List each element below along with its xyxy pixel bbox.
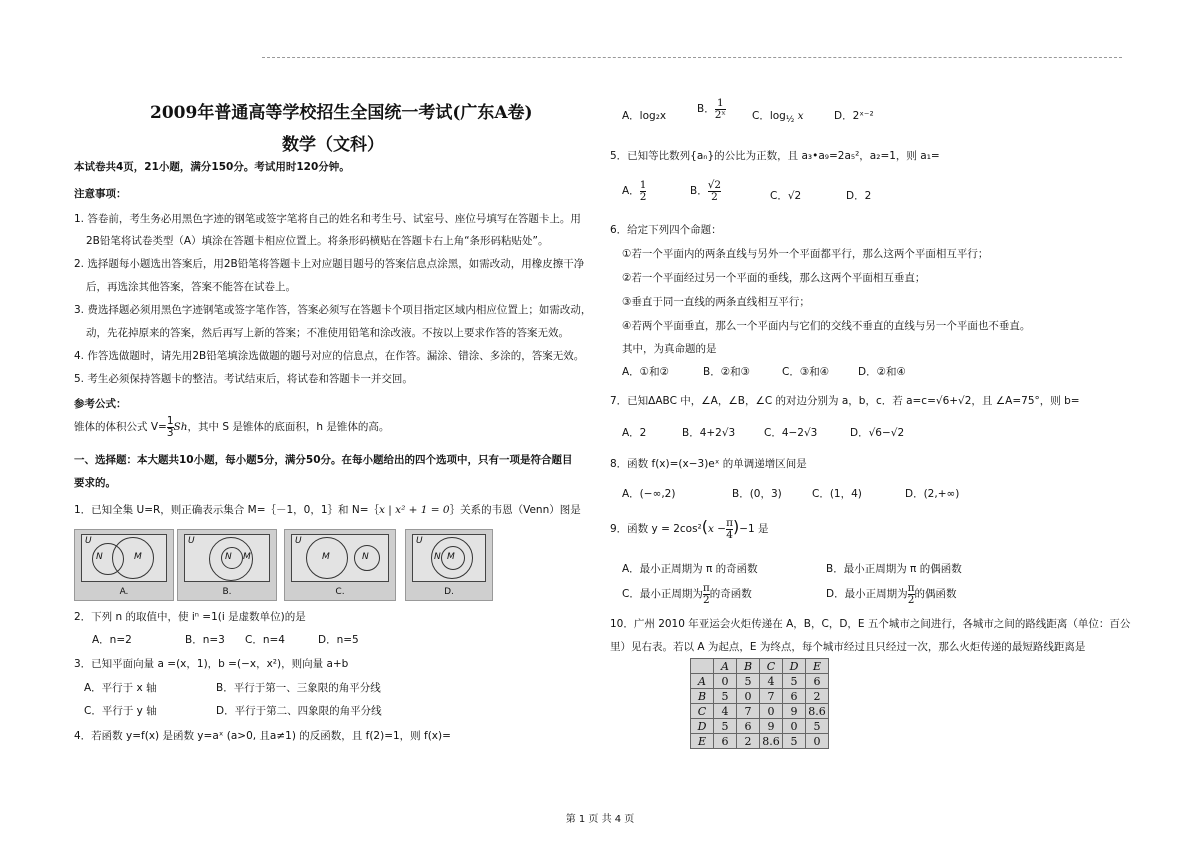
question-9 (610, 517, 769, 540)
table-cell: 8.6 (806, 704, 829, 719)
paren-open: ( (701, 517, 709, 536)
option[interactable] (752, 108, 804, 125)
option[interactable]: C．平行于 y 轴 (84, 705, 157, 717)
q9-option-c-text: C．最小正周期为 (622, 588, 703, 600)
venn-label-n: N (362, 552, 369, 562)
venn-option-d[interactable] (405, 529, 493, 601)
venn-label-m: M (243, 552, 251, 562)
note-line: 1. 答卷前，考生务必用黑色字迹的钢笔或签字笔将自己的姓名和考生号、试室号、座位号填写在答题卡上。用 (74, 213, 581, 225)
formula-line (74, 416, 389, 438)
venn-caption: D. (444, 587, 454, 597)
frac-den: 4 (726, 528, 733, 541)
question-6: 6．给定下列四个命题： (610, 224, 722, 236)
q9-text: 9．函数 y = 2cos² (610, 523, 702, 535)
q9-option-c-tail: 的奇函数 (709, 588, 752, 600)
table-cell: B (691, 689, 714, 704)
venn-universe (184, 534, 270, 582)
venn-caption: B. (222, 587, 232, 597)
q5-option-a-text: A． (622, 185, 640, 197)
table-cell: 9 (760, 719, 783, 734)
proposition: ②若一个平面经过另一个平面的垂线，那么这两个平面相互垂直； (622, 272, 926, 284)
note-line: 2. 选择题每小题选出答案后，用2B铅笔将答题卡上对应题目题号的答案信息点涂黑，如需改动，用橡皮擦干净 (74, 258, 585, 270)
exam-subtitle: 数学（文科） (282, 135, 384, 155)
venn-label-u: U (416, 536, 423, 546)
venn-option-c[interactable] (284, 529, 396, 601)
table-cell: 6 (714, 734, 737, 749)
table-cell: 0 (783, 719, 806, 734)
q4-option-b-frac (715, 98, 726, 120)
paren-close: ) (732, 517, 740, 536)
table-cell: A (714, 659, 737, 674)
table-cell: 5 (783, 674, 806, 689)
option[interactable]: A．2 (622, 427, 647, 439)
table-header-row (691, 659, 829, 674)
exam-intro: 本试卷共4页，21小题，满分150分。考试用时120分钟。 (74, 161, 350, 173)
venn-caption: C. (335, 587, 345, 597)
proposition: ①若一个平面内的两条直线与另外一个平面都平行，那么这两个平面相互平行； (622, 248, 989, 260)
formula-suffix: ，其中 S 是锥体的底面积，h 是锥体的高。 (187, 421, 390, 433)
venn-universe (81, 534, 167, 582)
option[interactable]: A．n=2 (92, 634, 132, 646)
question-10: 10．广州 2010 年亚运会火炬传递在 A，B，C，D，E 五个城市之间进行，各城市之间的路线距离（单位：百公 (610, 618, 1131, 630)
option[interactable]: A．最小正周期为 π 的奇函数 (622, 563, 758, 575)
option[interactable]: A．平行于 x 轴 (84, 682, 157, 694)
frac-den: 2 (907, 593, 915, 606)
venn-option-b[interactable] (177, 529, 277, 601)
option[interactable]: B．②和③ (703, 366, 751, 378)
table-cell: 5 (783, 734, 806, 749)
option[interactable]: C．4−2√3 (764, 427, 818, 439)
venn-label-m: M (134, 552, 142, 562)
venn-label-m: M (322, 552, 330, 562)
table-cell: 7 (737, 704, 760, 719)
q9-option-d-frac (908, 583, 915, 605)
distance-table (690, 658, 829, 749)
option[interactable]: B．n=3 (185, 634, 225, 646)
note-line: 2B铅笔将试卷类型（A）填涂在答题卡相应位置上。将条形码横贴在答题卡右上角“条形码粘贴处”。 (86, 235, 549, 247)
q1-text: 1．已知全集 U=R，则正确表示集合 M=｛－1，0，1｝和 N=｛ (74, 504, 380, 516)
option[interactable]: B．平行于第一、三象限的角平分线 (216, 682, 381, 694)
q9-text-tail: −1 是 (739, 523, 769, 535)
page-footer: 第 1 页 共 4 页 (565, 814, 635, 825)
formula-frac-num: 1 (166, 415, 174, 427)
section-heading-cont: 要求的。 (74, 477, 116, 489)
q5-option-b-frac (708, 180, 721, 202)
option[interactable]: B．最小正周期为 π 的偶函数 (826, 563, 962, 575)
q4-option-c-var: x (797, 110, 804, 122)
option[interactable]: D．②和④ (858, 366, 906, 378)
formula-sh: Sh (173, 421, 188, 433)
option[interactable]: D．平行于第二、四象限的角平分线 (216, 705, 382, 717)
venn-label-n: N (225, 552, 232, 562)
frac-den: 2ˣ (714, 108, 726, 121)
formula-frac-den: 3 (166, 426, 174, 439)
option[interactable]: C．(1，4) (812, 488, 862, 500)
table-row (691, 689, 829, 704)
q6-tail: 其中，为真命题的是 (622, 343, 717, 355)
option[interactable] (622, 583, 752, 605)
option[interactable] (697, 98, 726, 120)
note-line: 5. 考生必须保持答题卡的整洁。考试结束后，将试卷和答题卡一并交回。 (74, 373, 413, 385)
table-cell: 5 (737, 674, 760, 689)
option[interactable]: B．(0，3) (732, 488, 782, 500)
q1-set: x | x² + 1 = 0 (379, 504, 450, 516)
q4-option-c-text: C．log (752, 110, 786, 122)
frac-num: π (907, 582, 915, 594)
table-cell: 2 (737, 734, 760, 749)
table-cell: 5 (714, 719, 737, 734)
venn-universe (291, 534, 389, 582)
frac-den: 2 (711, 190, 718, 203)
venn-circle-m (112, 537, 154, 579)
option[interactable]: D．n=5 (318, 634, 359, 646)
table-cell: A (691, 674, 714, 689)
option[interactable]: D．√6−√2 (850, 427, 905, 439)
q5-option-b-text: B． (690, 185, 708, 197)
venn-label-n: N (96, 552, 103, 562)
frac-num: 1 (715, 98, 726, 110)
q4-option-b-text: B． (697, 103, 715, 115)
table-cell: 6 (806, 674, 829, 689)
frac-num: π (726, 517, 733, 529)
table-cell: E (691, 734, 714, 749)
table-cell (691, 659, 714, 674)
frac-den: 2 (702, 593, 710, 606)
q4-option-a-text: A．log₂x (622, 110, 667, 122)
question-2: 2．下列 n 的取值中，使 iⁿ =1(i 是虚数单位)的是 (74, 611, 306, 623)
q9-frac (726, 518, 733, 540)
table-cell: 8.6 (760, 734, 783, 749)
option[interactable]: C．n=4 (245, 634, 285, 646)
proposition: ③垂直于同一直线的两条直线相互平行； (622, 296, 810, 308)
q9-option-c-frac (703, 583, 710, 605)
option[interactable] (622, 108, 666, 123)
table-cell: 4 (760, 674, 783, 689)
question-3: 3．已知平面向量 a =(x，1)，b =(−x，x²)，则向量 a+b (74, 658, 349, 670)
option[interactable]: D．(2,+∞) (905, 488, 960, 500)
venn-label-u: U (85, 536, 92, 546)
option[interactable]: D．2 (846, 190, 872, 202)
venn-label-u: U (188, 536, 195, 546)
venn-label-m: M (447, 552, 455, 562)
question-7: 7．已知ΔABC 中，∠A，∠B，∠C 的对边分别为 a，b，c．若 a=c=√6+√2，且 ∠A=75°，则 b= (610, 395, 1080, 407)
option[interactable] (826, 583, 957, 605)
table-cell: 0 (714, 674, 737, 689)
table-cell: 7 (760, 689, 783, 704)
formula-fraction (167, 416, 174, 438)
table-cell: 0 (737, 689, 760, 704)
question-1 (74, 502, 581, 517)
table-cell: E (806, 659, 829, 674)
note-line: 4. 作答选做题时，请先用2B铅笔填涂选做题的题号对应的信息点，在作答。漏涂、错涂、多涂的，答案无效。 (74, 350, 585, 362)
formula-heading: 参考公式： (74, 398, 127, 410)
table-row (691, 719, 829, 734)
section-heading: 一、选择题：本大题共10小题，每小题5分，满分50分。在每小题给出的四个选项中，只有一项是符合题目 (74, 454, 573, 466)
table-cell: C (691, 704, 714, 719)
q4-option-c-base: ½ (785, 115, 795, 126)
notes-heading: 注意事项： (74, 188, 127, 200)
venn-caption: A. (119, 587, 129, 597)
exam-title: 2009年普通高等学校招生全国统一考试(广东A卷) (150, 103, 533, 123)
venn-label-u: U (295, 536, 302, 546)
table-cell: 5 (714, 689, 737, 704)
venn-option-a[interactable] (74, 529, 174, 601)
option[interactable]: D．2ˣ⁻² (834, 110, 874, 122)
question-5: 5．已知等比数列{aₙ}的公比为正数，且 a₃•a₉=2a₅²，a₂=1，则 a₁= (610, 150, 940, 162)
table-cell: 9 (783, 704, 806, 719)
table-cell: 6 (783, 689, 806, 704)
formula-prefix: 锥体的体积公式 V= (74, 421, 167, 433)
option[interactable]: A．(−∞,2) (622, 488, 676, 500)
note-line: 3. 费选择题必须用黑色字迹钢笔或签字笔作答，答案必须写在答题卡个项目指定区域内相应位置上；如需改动， (74, 304, 592, 316)
option[interactable]: C．√2 (770, 190, 802, 202)
table-cell: C (760, 659, 783, 674)
table-cell: B (737, 659, 760, 674)
table-cell: 2 (806, 689, 829, 704)
q9-option-d-tail: 的偶函数 (914, 588, 957, 600)
table-cell: D (783, 659, 806, 674)
option[interactable]: A．①和② (622, 366, 670, 378)
table-cell: 6 (737, 719, 760, 734)
option[interactable]: B．4+2√3 (682, 427, 736, 439)
note-line: 后，再选涂其他答案，答案不能答在试卷上。 (86, 281, 296, 293)
question-8: 8．函数 f(x)=(x−3)eˣ 的单调递增区间是 (610, 458, 807, 470)
option[interactable] (622, 180, 646, 202)
proposition: ④若两个平面垂直，那么一个平面内与它们的交线不垂直的直线与另一个平面也不垂直。 (622, 320, 1031, 332)
table-cell: D (691, 719, 714, 734)
table-cell: 5 (806, 719, 829, 734)
q1-text-tail: ｝关系的韦恩（Venn）图是 (449, 504, 581, 516)
venn-label-n: N (434, 552, 441, 562)
table-row (691, 734, 829, 749)
option[interactable] (690, 180, 721, 202)
q5-option-a-frac (640, 180, 647, 202)
table-cell: 0 (760, 704, 783, 719)
question-4: 4．若函数 y=f(x) 是函数 y=aˣ (a>0, 且a≠1) 的反函数，且 f(2)=1，则 f(x)= (74, 730, 451, 742)
header-divider (262, 57, 1122, 58)
q9-inner: x − (708, 523, 727, 535)
q9-option-d-text: D．最小正周期为 (826, 588, 908, 600)
table-row (691, 674, 829, 689)
table-cell: 4 (714, 704, 737, 719)
question-10-cont: 里）见右表。若以 A 为起点，E 为终点，每个城市经过且只经过一次，那么火炬传递的最短路线距离是 (610, 641, 1086, 653)
table-row (691, 704, 829, 719)
frac-num: 1 (639, 179, 647, 191)
note-line: 动，先花掉原来的答案，然后再写上新的答案；不准使用铅笔和涂改液。不按以上要求作答的答案无效。 (86, 327, 569, 339)
table-cell: 0 (806, 734, 829, 749)
frac-num: π (702, 582, 710, 594)
frac-num: √2 (707, 179, 722, 191)
frac-den: 2 (639, 190, 647, 203)
venn-universe (412, 534, 486, 582)
option[interactable]: C．③和④ (782, 366, 830, 378)
